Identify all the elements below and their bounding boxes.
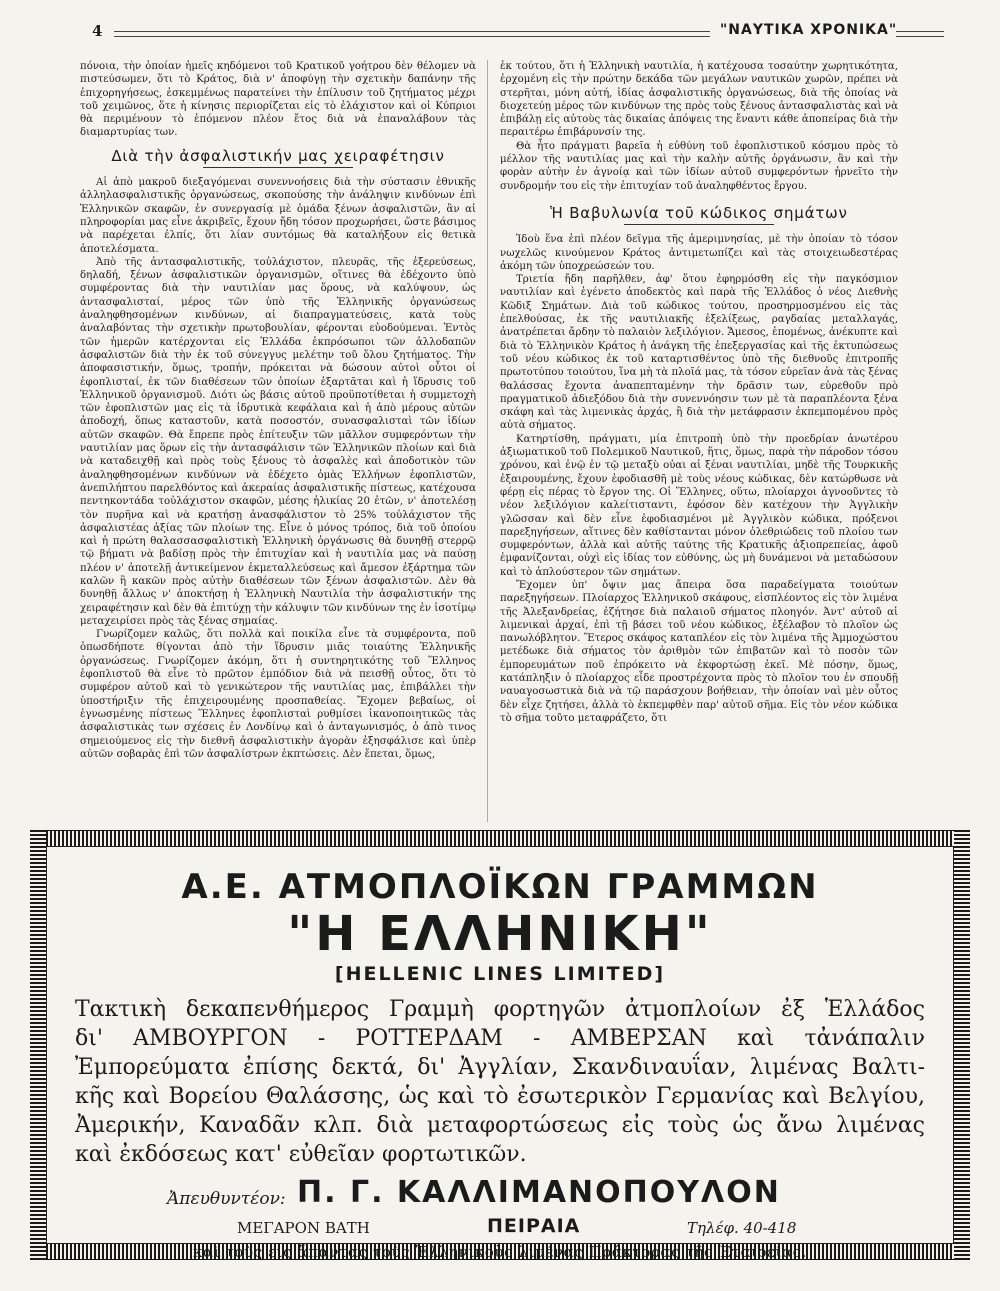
ad-body: [75, 995, 925, 1169]
ad-contact-label: Ἀπευθυντέον:: [167, 1189, 286, 1209]
ad-address: [47, 1215, 953, 1237]
article-paragraph: Τριετία ἤδη παρῆλθεν, ἀφ' ὅτου ἐφηρμόσθη εἰς τὴν παγκόσμιον ναυτιλίαν καὶ ἐγένετο ἀποδεκτὸς καὶ παρὰ τῆς Ἑλλάδος ὁ νέος Διεθνὴς Κῶδιξ Σημάτων. Διὰ τοῦ κώδικος τούτου, προσηρμοσμένου εἰς τὰς ἐπελθούσας, ἐκ τῆς ναυτιλιακῆς ἐξελίξεως, ραγδαίας μεταλλαγάς, ἀνατρέπεται ἄρδην τὸ παλαιὸν λεξιλόγιον. Ἄμεσος, ἑπομένως, ἀνέκυπτε καὶ διὰ τὸ Ἑλληνικὸν Κράτος ἡ ἀνάγκη τῆς ἐπεξεργασίας καὶ τῆς ἐκτυπώσεως τοῦ νέου κώδικος ἐκ τοῦ καταρτισθέντος ὑπὸ τῆς διεθνοῦς ἐπιτροπῆς πρωτοτύπου τοιούτου, ἵνα μὴ τὰ πλοῖά μας, τὰ τόσον εὐρεῖαν ἀνὰ τὰς ξένας θαλάσσας ἔχοντα ἀναπεπταμένην τὴν δρᾶσιν των, εὑρεθοῦν πρὸ πραγματικοῦ ἀδιεξόδου διὰ τὴν συνεννόησιν των μὲ τὰ παραπλέοντα ξένα σκάφη καὶ τὰς λιμενικὰς ἀρχάς, ἢ διὰ τὴν μετάφρασιν ἐκπεμπομένου πρὸς αὐτὰ σήματος.: [500, 274, 898, 432]
ad-body-line: δι' ΑΜΒΟΥΡΓΟΝ - ΡΟΤΤΕΡΔΑΜ - ΑΜΒΕΡΣΑΝ καὶ τἀνάπαλιν: [75, 1026, 925, 1051]
ad-address-city: ΠΕΙΡΑΙΑ: [487, 1215, 581, 1237]
right-intro-paragraph: Θὰ ἦτο πράγματι βαρεῖα ἡ εὐθύνη τοῦ ἐφοπλιστικοῦ κόσμου πρὸς τὸ μέλλον τῆς ναυτιλίας μας καὶ τὴν καλὴν αὐτῆς ὀργάνωσιν, ἂν καὶ τὴν φορὰν αὐτὴν ἐν ἀγνοίᾳ καὶ τῶν ἰδίων αὐτοῦ συμφερόντων ἠρνεῖτο τὴν συνδρομήν του εἰς τὴν ἐπιτυχίαν τοῦ ἀναληφθέντος ἔργου.: [500, 140, 898, 192]
ad-company-line: Α.Ε. ΑΤΜΟΠΛΟΪΚΩΝ ΓΡΑΜΜΩΝ: [181, 867, 819, 907]
left-column: [80, 60, 476, 822]
header-rule-right: [896, 31, 944, 37]
ad-border-right: [954, 830, 970, 1260]
ad-contact-name: Π. Γ. ΚΑΛΛΙΜΑΝΟΠΟΥΛΟΝ: [297, 1175, 781, 1210]
right-column: [500, 60, 898, 822]
article-paragraph: Αἱ ἀπὸ μακροῦ διεξαγόμεναι συνεννοήσεις διὰ τὴν σύστασιν ἐθνικῆς ἀλληλασφαλιστικῆς ὀργανώσεως, σκοπούσης τὴν ἀνάληψιν κινδύνων ἐπὶ Ἑλληνικῶν σκαφῶν, ἐν συνεργασίᾳ μὲ ὁμάδα ξένων ἀσφαλιστῶν, ἂν αἱ πληροφορίαι μας εἶνε ἀκριβεῖς, ἔχουν ἤδη τόσον προχωρήσει, ὥστε βάσιμος νὰ παρέχεται ἐλπίς, ὅτι λίαν συντόμως θὰ καταλήξουν εἰς θετικὰ ἀποτελέσματα.: [80, 177, 476, 255]
left-intro-paragraph: πόνοια, τὴν ὁποίαν ἡμεῖς κηδόμενοι τοῦ Κρατικοῦ γοήτρου δὲν θέλομεν νὰ πιστεύσωμεν, ὅτι τὸ Κράτος, διὰ ν' ἀποφύγῃ τὴν σχετικὴν δαπάνην τῆς ἐπιχορηγήσεως, ἐσκεμμένως παρατείνει τὴν ἐπίλυσιν τοῦ ζητήματος μέχρι τοῦ χειμῶνος, ὅτε ἡ κίνησις περιορίζεται εἰς τὸ ἐλάχιστον καὶ οἱ Κύπριοι θὰ περιμένουν τὸ ἑπόμενον πλέον ἔτος διὰ νὰ ἐπαναλάβουν τὰς διαμαρτυρίας των.: [80, 61, 476, 139]
column-divider: [487, 60, 488, 822]
ad-border-left: [30, 830, 46, 1260]
ad-body-line: Τακτικὴ δεκαπενθήμερος Γραμμὴ φορτηγῶν ἀτμοπλοίων ἐξ Ἑλλάδος: [75, 997, 925, 1022]
article-paragraph: Ἔχομεν ὑπ' ὄψιν μας ἄπειρα ὅσα παραδείγματα τοιούτων παρεξηγήσεων. Πλοίαρχος Ἑλληνικοῦ σκάφους, εἰσπλέοντος εἰς τὸν λιμένα τῆς Ἀλεξανδρείας, ἐζήτησε διὰ παλαιοῦ σήματος πλοηγόν. Ἀντ' αὐτοῦ αἱ λιμενικαὶ ἀρχαί, ἐπὶ τῇ βάσει τοῦ νέου κώδικος, ἐξέλαβον τὸ πλοῖον ὡς πανωλόβλητον. Ἕτερος σκάφος καταπλέον εἰς τὸν λιμένα τῆς Ἀμμοχώστου μετέδωκε διὰ σήματος τὸν ἀριθμὸν τῶν ἐπιβατῶν καὶ τὸ ποσὸν τῶν ἐμπορευμάτων ποῦ ἐπρόκειτο νὰ ἐκφορτώσῃ ἐκεῖ. Μὲ πόσην, ὅμως, κατάπληξιν ὁ πλοίαρχος εἶδε προστρέχοντα πρὸς τὸ πλοῖον του ἐν σπουδῇ ναυαγοσωστικὰ διὰ νὰ τῷ παράσχουν βοήθειαν, τὴν ὁποίαν ναὶ μὲν οὗτος δὲν εἶχε ζητήσει, ἀλλὰ τὸ ἐκπεμφθὲν παρ' αὐτοῦ σῆμα. Εἰς τὸν νέον κώδικα τὸ σῆμα τοῦτο μεταφράζετο, ὅτι: [500, 579, 898, 724]
heading-rule: [203, 167, 353, 168]
ad-phone: Τηλέφ. 40-418: [687, 1219, 797, 1237]
heading-rule: [624, 224, 774, 225]
ad-body-line: καὶ ἐκδόσεως κατ' εὐθεῖαν φορτωτικῶν.: [75, 1142, 527, 1167]
ad-brand-name: "Η ΕΛΛΗΝΙΚΗ": [287, 906, 713, 962]
ad-contact: [47, 1175, 953, 1215]
article-paragraph: Ἀπὸ τῆς ἀντασφαλιστικῆς, τοὐλάχιστον, πλευρᾶς, τῆς ἐξερεύσεως, δηλαδή, ξένων ἀσφαλιστικῶν ὀργανισμῶν, οἵτινες θὰ ἐδέχοντο ὑπὸ συμφέροντας διὰ τὴν ναυτιλίαν μας ὅρους, νὰ καλύψουν, ὡς ἀντασφαλισταί, μέρος τῶν ὑπὸ τῆς Ἑλληνικῆς ὀργανώσεως ἀναληφθησομένων κινδύνων, αἱ διαπραγματεύσεις, κατὰ τοὺς ἀναλαβόντας τὴν σχετικὴν πρωτοβουλίαν, φέρονται εὐοδούμεναι. Ἐντὸς τῶν ἡμερῶν κατέρχονται εἰς Ἑλλάδα ἐκπρόσωποι τῶν ἀλλοδαπῶν ἀσφαλιστῶν διὰ τὴν ἐκ τοῦ σύνεγγυς μελέτην τοῦ ὅλου ζητήματος. Τὴν ἀποφασιστικήν, ὅμως, τροπήν, πρόκειται νὰ δώσουν αὐτοὶ οὗτοι οἱ ἐφοπλισταί, ἐκ τῶν διαθέσεων τῶν ὁποίων ἐξαρτᾶται καὶ ἡ ἵδρυσις τοῦ Ἑλληνικοῦ ὀργανισμοῦ. Διότι ὡς βάσις αὐτοῦ προϋποτίθεται ἡ συμμετοχὴ τῶν ἐφοπλιστῶν μας εἰς τὰ ἱδρυτικὰ κεφάλαια καὶ ἡ ἀπὸ μέρους αὐτῶν ἀποδοχή, ὅπως καταστοῦν, κατὰ ποσοστόν, συνασφαλισταὶ τῶν ἰδίων αὐτῶν σκαφῶν. Θὰ ἔπρεπε πρὸς ἐπίτευξιν τῶν μᾶλλον συμφερόντων τὴν ναυτιλίαν μας ὅρων εἰς τὴν ἀντασφάλισιν τῶν Ἑλληνικῶν πλοίων καὶ διὰ νὰ καταδειχθῇ καὶ πρὸς τοὺς ξένους τὸ ἀσφαλὲς καὶ ἀποδοτικὸν τῶν ἀναληφθησομένων κινδύνων νὰ ἐδέχετο ὁμὰς Ἑλλήνων ἐφοπλιστῶν, ἀνεπιλήπτου παρελθόντος καὶ ἀκεραίας ἀσφαλιστικῆς πίστεως, κατέχουσα πεντηκοντάδα τοὐλάχιστον σκαφῶν, μέσης ἡλικίας 20 ἐτῶν, ν' ἀποτελέσῃ τὸν πυρῆνα καὶ νὰ κρατήσῃ ἀνασφάλιστον τὸ 25% τοὐλάχιστον τῆς ἀσφαλιστέας ἀξίας τῶν πλοίων της. Εἶνε ὁ μόνος τρόπος, διὰ τοῦ ὁποίου καὶ ἡ πρώτη θαλασσασφαλιστικὴ Ἑλληνικὴ ὀργάνωσις θὰ δυνηθῇ στερρῷ τῷ βήματι νὰ βαδίσῃ πρὸς τὴν ἐπιτυχίαν καὶ ἡ ναυτιλία μας νὰ παύσῃ πλέον ν' ἀποτελῇ ἀντικείμενον ἐκμεταλλεύσεως καὶ ἄμεσον ἐξάρτημα τῶν καλῶν ἢ κακῶν πρὸς αὐτὴν διαθέσεων τῶν ξένων ἀσφαλιστῶν. Δὲν θὰ δυνηθῇ ἄλλως ν' ἀποκτήσῃ ἡ Ἑλληνικὴ Ναυτιλία τὴν ἀσφαλιστικήν της χειραφέτησιν καὶ δὲν θὰ ἐπιτύχῃ τὴν κάλυψιν τῶν κινδύνων της ἐν ἰσοτίμῳ μεταχειρίσει πρὸς τὰς ξένας σημαίας.: [80, 256, 476, 627]
right-article-heading: Ἡ Βαβυλωνία τοῦ κώδικος σημάτων: [550, 203, 848, 222]
ad-footer: καὶ τοὺς εἰς ἅπαντας τοὺς Ἑλληνικοὺς λιμένας Πράκτορας τῆς Ἑταιρείας.: [192, 1243, 808, 1261]
ad-body-line: κῆς καὶ Βορείου Θαλάσσης, ὡς καὶ τὸ ἐσωτερικὸν Γερμανίας καὶ Βελγίου,: [75, 1084, 925, 1109]
running-title: "ΝΑΥΤΙΚΑ ΧΡΟΝΙΚΑ": [720, 22, 898, 38]
hellenic-lines-advertisement: [30, 830, 970, 1260]
page-header: [62, 22, 942, 50]
header-rule-left: [114, 31, 710, 37]
article-paragraph: Ἰδοὺ ἕνα ἐπὶ πλέον δεῖγμα τῆς ἀμεριμνησίας, μὲ τὴν ὁποίαν τὸ τόσον νωχελῶς κινούμενον Κράτος ἀντιμετωπίζει καὶ τὰς στοιχειωδεστέρας ἀκόμη τῶν ὑποχρεώσεών του.: [500, 234, 898, 272]
article-paragraph: Γνωρίζομεν καλῶς, ὅτι πολλὰ καὶ ποικίλα εἶνε τὰ συμφέροντα, ποῦ ὁπωσδήποτε θίγονται ἀπὸ τὴν ἵδρυσιν μιᾶς τοιαύτης Ἑλληνικῆς ὀργανώσεως. Γνωρίζομεν ἀκόμη, ὅτι ἡ συντηρητικότης τοῦ Ἕλληνος ἐφοπλιστοῦ θὰ εἶνε τὸ πρῶτον ἐμπόδιον διὰ νὰ πεισθῇ οὗτος, ὅτι τὸ συμφέρον αὐτοῦ καὶ τὸ γενικώτερον τῆς ναυτιλίας μας, ἐπιβάλλει τὴν ὑποστήριξιν τῆς ἐπιχειρουμένης προσπαθείας. Ἔχομεν βεβαίως, οἱ ἐγνωσμένης πίστεως Ἕλληνες ἐφοπλισταὶ ρυθμίσει ἱκανοποιητικῶς τὰς ἀσφαλιστικὰς των σχέσεις ἐν Λονδίνῳ καὶ ὁ ἀνταγωνισμός, ὁ ἀπὸ τινος σημειούμενος εἰς τὴν διεθνῆ ἀσφαλιστικὴν ἀγορὰν ἐξησφάλισε καὶ ὑπὲρ αὐτῶν σοβαρὰς ἐπὶ τῶν ἀσφαλίστρων ἐκπτώσεις. Δὲν ἔπεται, ὅμως,: [80, 629, 476, 760]
ad-content: [46, 846, 954, 1261]
article-paragraph: Κατηρτίσθη, πράγματι, μία ἐπιτροπὴ ὑπὸ τὴν προεδρίαν ἀνωτέρου ἀξιωματικοῦ τοῦ Πολεμικοῦ Ναυτικοῦ, ἥτις, ὅμως, παρὰ τὴν πάροδον τόσου χρόνου, καὶ ἐνῷ ἐν τῷ μεταξὺ οὐαι αἱ ξέναι ναυτιλίαι, μηδὲ τῆς Τουρκικῆς ἐξαιρουμένης, ἔχουν ἐφοδιασθῆ μὲ τοὺς νέους κώδικας, δὲν κατώρθωσε νὰ φέρῃ εἰς πέρας τὸ ἔργον της. Οἱ Ἕλληνες, οὕτω, πλοίαρχοι ἀγνοοῦντες τὸ νέον λεξιλόγιον καλείτισταντι, ἐφόσον δὲν κατέχουν τὴν Ἀγγλικὴν γλῶσσαν καὶ δὲν εἶνε ἐφοδιασμένοι μὲ Ἀγγλικὸν κώδικα, πρόξενοι παρεξηγήσεων, αἵτινες δὲν καθίστανται μόνον ὀλεθριώδεις τοῦ πλοίου των συμφερόντων, ἀλλὰ καὶ αὐτῆς ταύτης τῆς Κρατικῆς ἀξιοπρεπείας, ἀφοῦ ἐμφανίζονται, οὐχὶ εἰς ἰδίας τον εὐθύνης, ὡς μὴ δυνάμενοι νὰ μεταδώσουν καὶ τὸ ἁπλούστερον τῶν σημάτων.: [500, 433, 898, 578]
left-article-heading: Διὰ τὴν ἀσφαλιστικήν μας χειραφέτησιν: [111, 146, 445, 165]
right-intro-paragraph: ἐκ τούτου, ὅτι ἡ Ἑλληνικὴ ναυτιλία, ἡ κατέχουσα τοσαύτην χωρητικότητα, ἐρχομένη εἰς τὴν πρώτην δεκάδα τῶν μεγάλων ναυτικῶν χωρῶν, πρέπει νὰ στερῆται, μόνη αὐτή, ἰδίας ἀσφαλιστικῆς ὀργανώσεως, διὰ τῆς ὁποίας νὰ διοχετεύῃ μέρος τῶν κινδύνων της πρὸς τοὺς ξένους ἀντασφαλιστὰς καὶ νὰ ἐπιβάλῃ εἰς αὐτοὺς τὰς δικαίας ἀπόψεις της ἔναντι κάθε ἀποπείρας διὰ τὴν περαιτέρω ἐπιβάρυνσίν της.: [500, 61, 898, 139]
page-number: 4: [92, 22, 103, 40]
ad-body-line: Ἐμπορεύματα ἐπίσης δεκτά, δι' Ἀγγλίαν, Σκανδιναυΐαν, λιμένας Βαλτι-: [75, 1055, 925, 1080]
ad-body-line: Ἀμερικήν, Καναδᾶν κλπ. διὰ μεταφορτώσεως εἰς τοὺς ὡς ἄνω λιμένας: [75, 1113, 925, 1138]
ad-address-building: ΜΕΓΑΡΟΝ ΒΑΤΗ: [237, 1219, 370, 1237]
ad-english-name: [HELLENIC LINES LIMITED]: [334, 963, 666, 985]
